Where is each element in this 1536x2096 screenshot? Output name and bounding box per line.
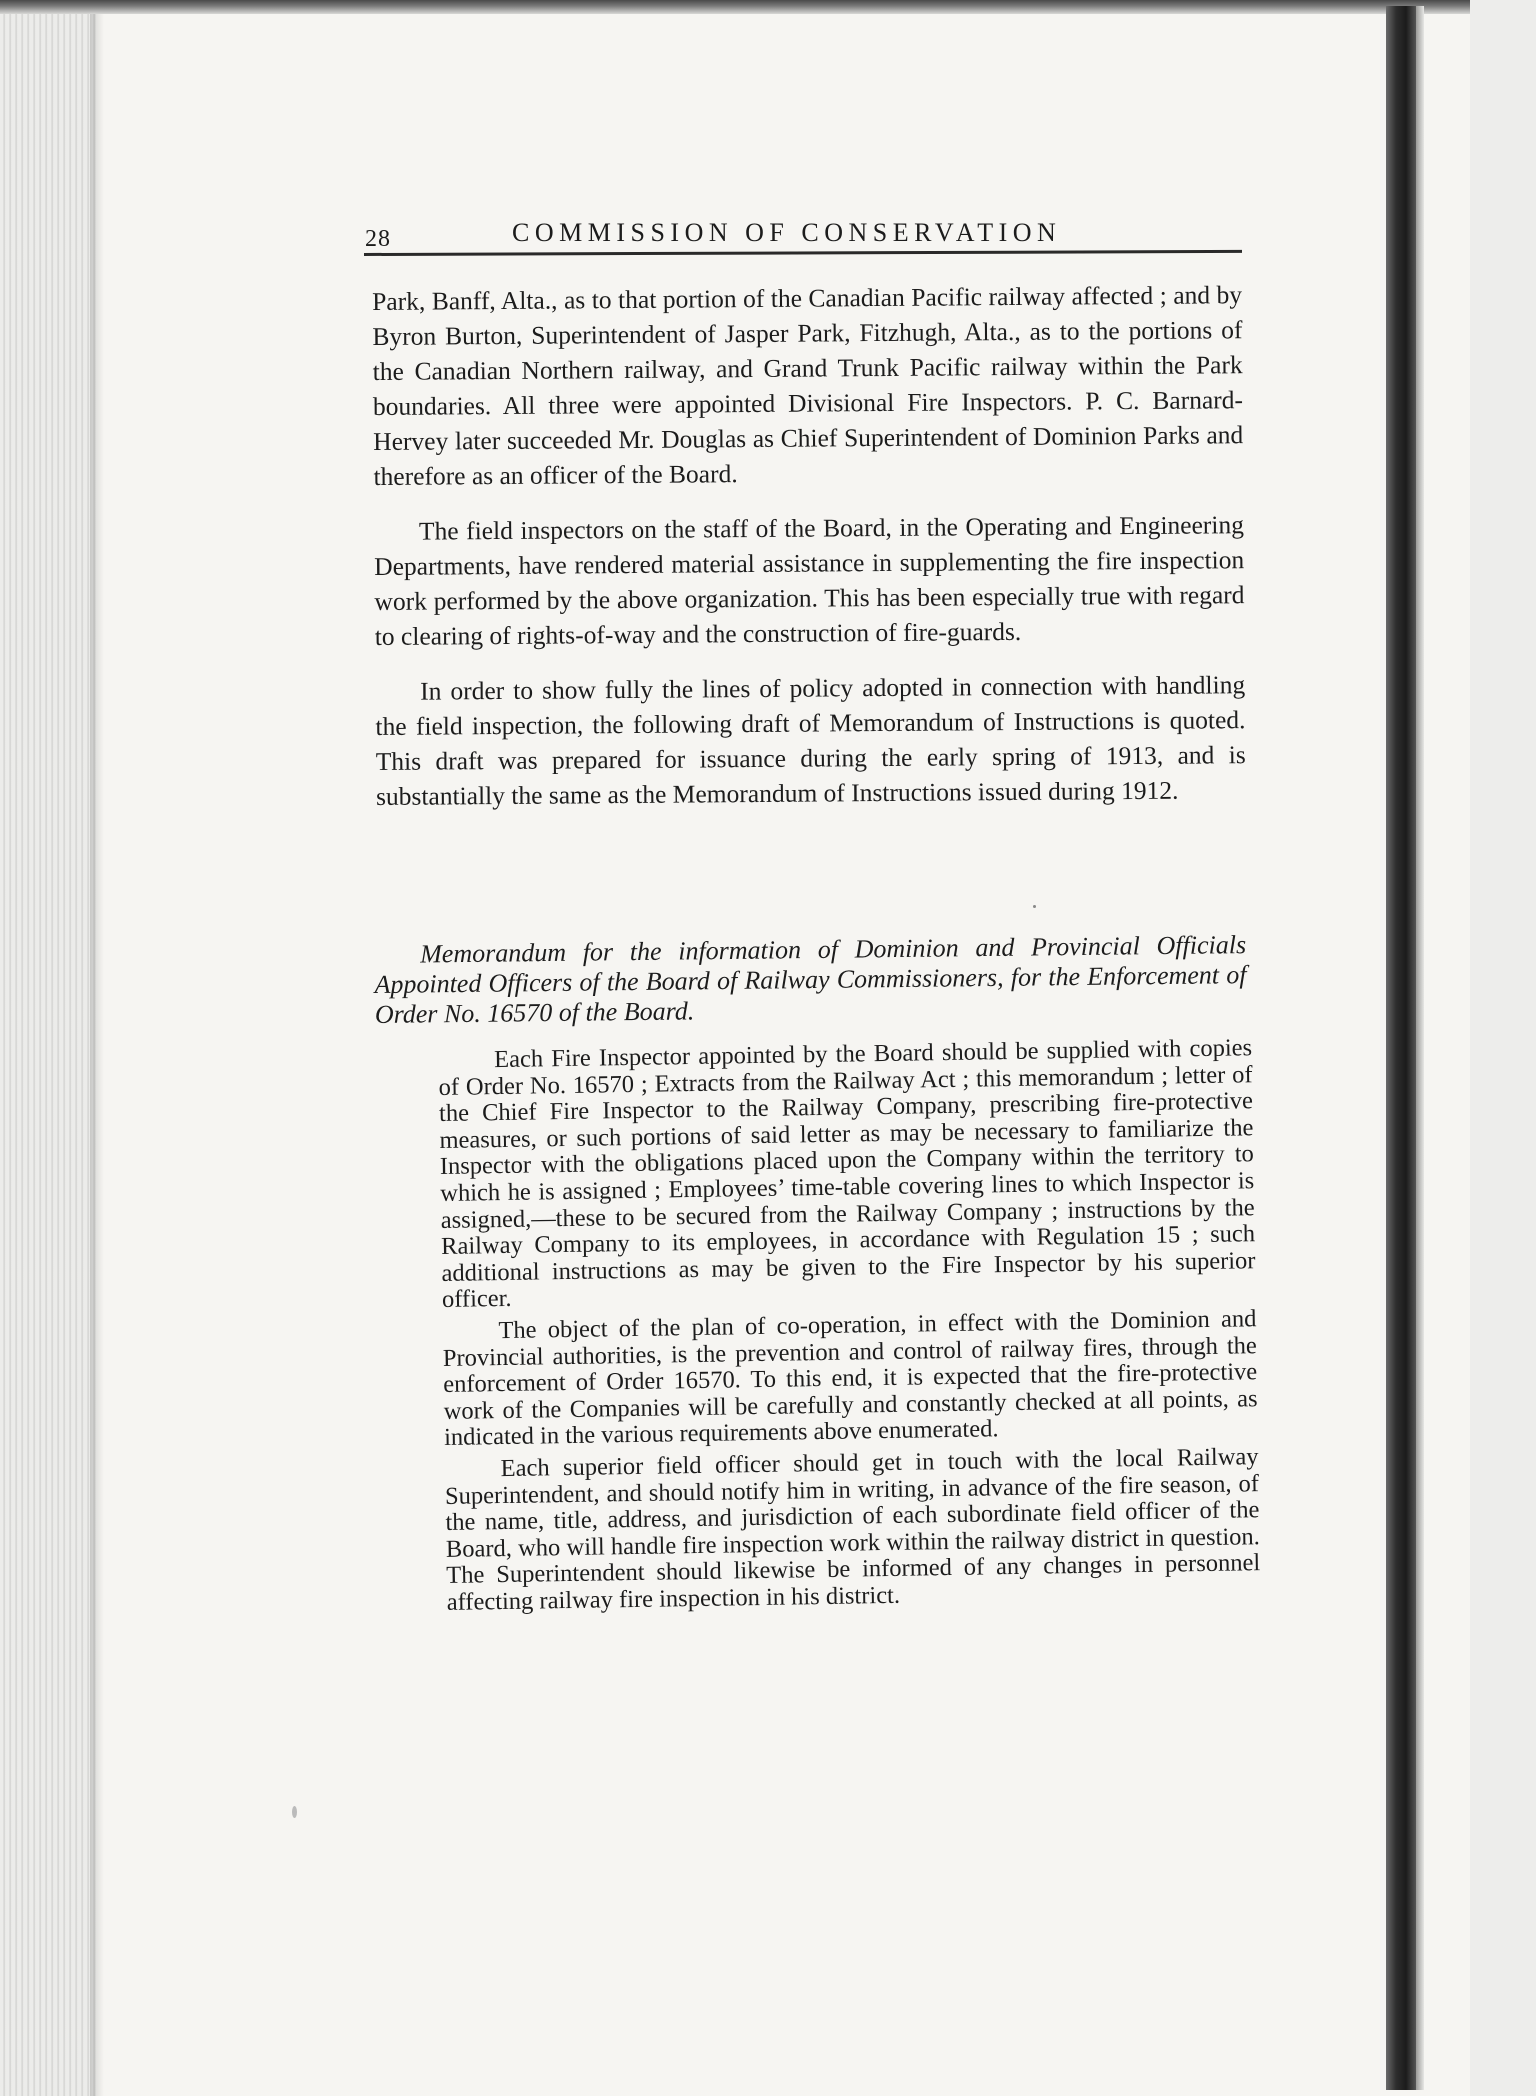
header-rule xyxy=(364,250,1242,256)
scan-top-edge xyxy=(0,0,1536,14)
spine-highlight xyxy=(1416,6,1424,2090)
memorandum-paragraph: Each superior field officer should get in touch with the local Railway Superintendent, and should notify him in writing, in advance of the fire season, of the name, title, address, and jurisdiction of each subordinate field officer of the Board, who will handle fire inspection work within the railway district in question. The Superintendent should likewise be informed of any changes in personnel affecting railway fire inspection in his district. xyxy=(444,1443,1261,1616)
body-text xyxy=(372,277,1246,834)
dust-speck xyxy=(1033,905,1036,908)
paragraph: The field inspectors on the staff of the Board, in the Operating and Engineering Departments, have rendered material assistance in supplementing the fire inspection work performed by the above organization. This has been especially true with regard to clearing of rights-of-way and the construction of fire-guards. xyxy=(374,510,1245,651)
stacked-page-edges xyxy=(0,0,96,2096)
dust-speck xyxy=(292,1806,297,1818)
gutter-shadow xyxy=(90,0,104,2096)
memorandum-title: Memorandum for the information of Dominion and Provincial Officials Appointed Officers of the Board of Railway Commissioners, for the Enforcement of Order No. 16570 of the Board. xyxy=(374,930,1247,1029)
right-margin xyxy=(1470,0,1536,2096)
running-title: COMMISSION OF CONSERVATION xyxy=(512,218,1062,247)
memorandum-paragraph: Each Fire Inspector appointed by the Board should be supplied with copies of Order No. 16570 ; Extracts from the Railway Act ; this memorandum ; letter of the Chief Fire Inspector to the Railway Company, prescribing fire-protective measures, or such portions of said letter as may be necessary to familiarize the Inspector with the obligations placed upon the Company within the territory to which he is assigned ; Employees’ time-table covering lines to which Inspector is assigned,—these to be secured from the Railway Company ; instructions by the Railway Company to its employees, in accordance with Regulation 15 ; such additional instructions as may be given to the Fire Inspector by his superior officer. xyxy=(438,1034,1256,1314)
page-number: 28 xyxy=(365,226,391,252)
memorandum-body xyxy=(438,1035,1261,1621)
memorandum-paragraph: The object of the plan of co-operation, in effect with the Dominion and Provincial authorities, is the prevention and control of railway fires, through the enforcement of Order 16570. To this end, it is expected that the fire-protective work of the Companies will be carefully and constantly checked at all points, as indicated in the various requirements above enumerated. xyxy=(442,1305,1258,1452)
book-spine-edge xyxy=(1386,6,1416,2090)
paragraph: Park, Banff, Alta., as to that portion of the Canadian Pacific railway affected ; and by Byron Burton, Superintendent of Jasper Park, Fitzhugh, Alta., as to the portions of the Canadian Northern railway, and Grand Trunk Pacific railway within the Park boundaries. All three were appointed Divisional Fire Inspectors. P. C. Barnard-Hervey later succeeded Mr. Douglas as Chief Superintendent of Dominion Parks and therefore as an officer of the Board. xyxy=(372,280,1244,491)
paragraph: In order to show fully the lines of policy adopted in connection with handling the field inspection, the following draft of Memorandum of Instructions is quoted. This draft was prepared for issuance during the early spring of 1913, and is substantially the same as the Memorandum of Instructions issued during 1912. xyxy=(375,670,1246,811)
